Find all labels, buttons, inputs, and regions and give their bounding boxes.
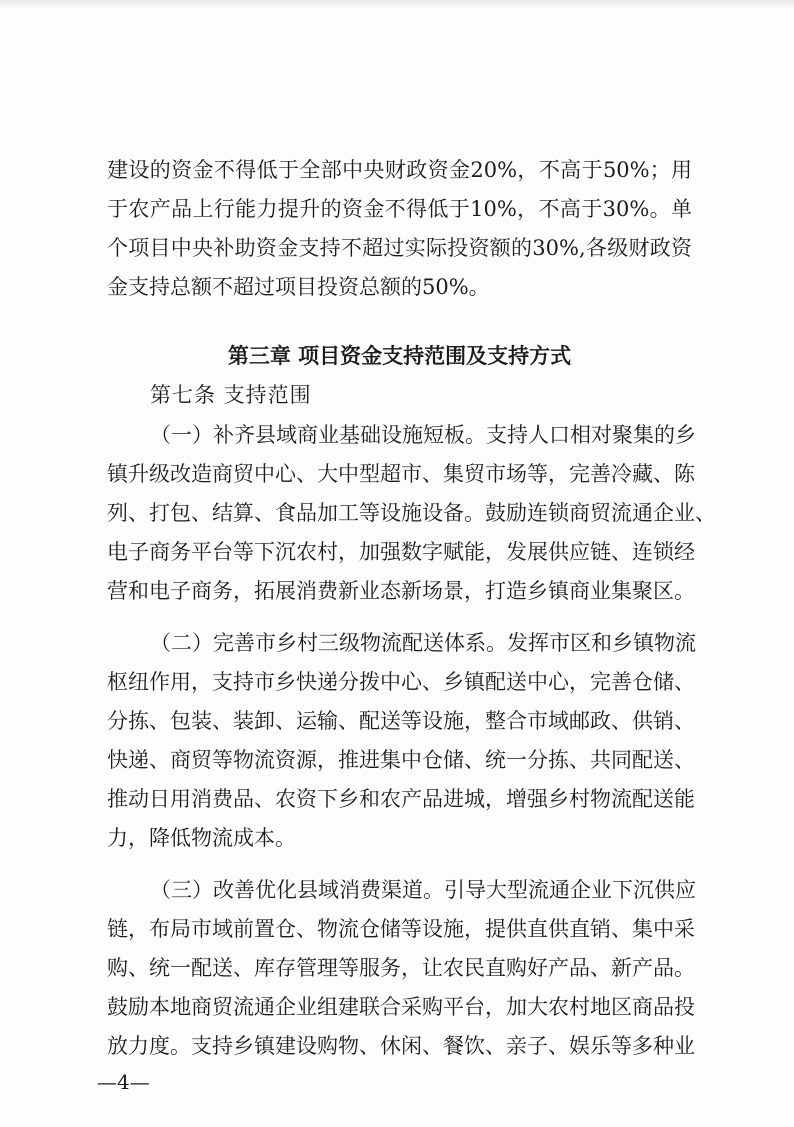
text-line: 快递、商贸等物流资源，推进集中仓储、统一分拣、共同配送、	[107, 748, 695, 772]
text-line: 链，布局市域前置仓、物流仓储等设施，提供直供直销、集中采	[107, 917, 695, 941]
text-line: 电子商务平台等下沉农村，加强数字赋能，发展供应链、连锁经	[107, 540, 695, 564]
scan-top-edge	[0, 0, 794, 8]
text-line: （一）补齐县域商业基础设施短板。支持人口相对聚集的乡	[150, 423, 696, 447]
text-line: 个项目中央补助资金支持不超过实际投资额的30%,各级财政资	[107, 236, 692, 260]
text-line: 镇升级改造商贸中心、大中型超市、集贸市场等，完善冷藏、陈	[107, 462, 695, 486]
text-line: 分拣、包装、装卸、运输、配送等设施，整合市域邮政、供销、	[107, 709, 695, 733]
text-line: 列、打包、结算、食品加工等设施设备。鼓励连锁商贸流通企业、	[107, 501, 716, 525]
article-title: 第七条 支持范围	[150, 383, 312, 407]
text-line: 枢纽作用，支持市乡快递分拨中心、乡镇配送中心，完善仓储、	[107, 670, 695, 694]
text-line: 鼓励本地商贸流通企业组建联合采购平台，加大农村地区商品投	[107, 995, 695, 1019]
text-line: 放力度。支持乡镇建设购物、休闲、餐饮、亲子、娱乐等多种业	[107, 1034, 695, 1058]
page-number: —4—	[97, 1070, 150, 1094]
text-line: 购、统一配送、库存管理等服务，让农民直购好产品、新产品。	[107, 956, 695, 980]
text-line: （三）改善优化县域消费渠道。引导大型流通企业下沉供应	[150, 878, 696, 902]
text-line: 推动日用消费品、农资下乡和农产品进城，增强乡村物流配送能	[107, 787, 695, 811]
text-line: 于农产品上行能力提升的资金不得低于10%，不高于30%。单	[107, 197, 692, 221]
chapter-heading: 第三章 项目资金支持范围及支持方式	[227, 344, 572, 368]
text-line: 力，降低物流成本。	[107, 826, 296, 850]
text-line: 营和电子商务，拓展消费新业态新场景，打造乡镇商业集聚区。	[107, 579, 695, 603]
text-line: （二）完善市乡村三级物流配送体系。发挥市区和乡镇物流	[150, 631, 696, 655]
text-line: 建设的资金不得低于全部中央财政资金20%，不高于50%；用	[107, 158, 692, 182]
text-line: 金支持总额不超过项目投资总额的50%。	[107, 275, 490, 299]
